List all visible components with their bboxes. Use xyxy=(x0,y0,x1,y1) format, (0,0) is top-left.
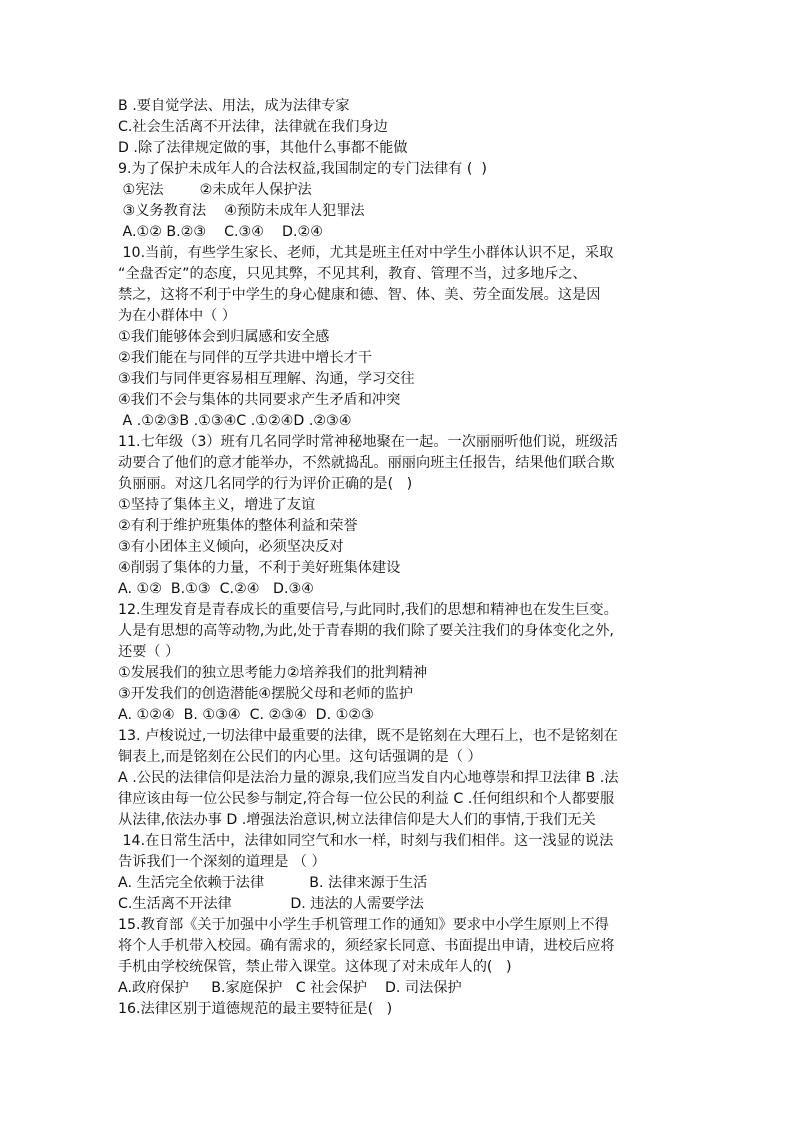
question-10-item: ②我们能在与同伴的互学共进中增长才干 xyxy=(118,350,372,366)
question-14-stem: 14.在日常生活中，法律如同空气和水一样，时刻与我们相伴。这一浅显的说法 xyxy=(118,833,614,849)
option-d-q8: D .除了法律规定做的事，其他什么事都不能做 xyxy=(118,140,408,156)
question-9-options: A.①② B.②③ C.③④ D.②④ xyxy=(118,224,323,240)
question-11-stem: 负丽丽。对这几名同学的行为评价正确的是( ) xyxy=(118,476,413,492)
option-c-q8: C.社会生活离不开法律，法律就在我们身边 xyxy=(118,119,388,135)
question-13-options: A .公民的法律信仰是法治力量的源泉,我们应当发自内心地尊崇和捍卫法律 B .法 xyxy=(118,770,619,786)
question-10-item: ①我们能够体会到归属感和安全感 xyxy=(118,329,330,345)
question-11-item: ①坚持了集体主义，增进了友谊 xyxy=(118,497,316,513)
question-11-item: ③有小团体主义倾向，必须坚决反对 xyxy=(118,539,344,555)
question-10-item: ④我们不会与集体的共同要求产生矛盾和冲突 xyxy=(118,392,401,408)
question-10-stem: 禁之，这将不利于中学生的身心健康和德、智、体、美、劳全面发展。这是因 xyxy=(118,287,601,303)
question-16-stem: 16.法律区别于道德规范的最主要特征是( ) xyxy=(118,1001,393,1017)
question-14-stem: 告诉我们一个深刻的道理是 （ ） xyxy=(118,854,326,870)
question-11-stem: 动要合了他们的意才能举办，不然就捣乱。丽丽向班主任报告，结果他们联合欺 xyxy=(118,455,615,471)
question-9-stem: 9.为了保护未成年人的合法权益,我国制定的专门法律有 ( ) xyxy=(118,161,487,177)
question-12-item: ①发展我们的独立思考能力②培养我们的批判精神 xyxy=(118,665,428,681)
question-11-item: ②有利于维护班集体的整体利益和荣誉 xyxy=(118,518,358,534)
question-15-stem: 将个人手机带入校园。确有需求的，须经家长同意、书面提出申请，进校后应将 xyxy=(118,938,615,954)
question-10-stem: “全盘否定”的态度，只见其弊，不见其利，教育、管理不当，过多地斥之、 xyxy=(118,266,587,282)
question-9-item-line: ①宪法 ②未成年人保护法 xyxy=(118,182,312,198)
question-11-item: ④削弱了集体的力量，不利于美好班集体建设 xyxy=(118,560,401,576)
question-14-options: C.生活离不开法律 D. 违法的人需要学法 xyxy=(118,896,424,912)
question-12-stem: 12.生理发育是青春成长的重要信号,与此同时,我们的思想和精神也在发生巨变。 xyxy=(118,602,618,618)
option-b-q8: B .要自觉学法、用法，成为法律专家 xyxy=(118,98,350,114)
question-11-stem: 11.七年级（3）班有几名同学时常神秘地聚在一起。一次丽丽听他们说，班级活 xyxy=(118,434,618,450)
question-15-stem: 15.教育部《关于加强中小学生手机管理工作的通知》要求中小学生原则上不得 xyxy=(118,917,609,933)
question-12-options: A. ①②④ B. ①③④ C. ②③④ D. ①②③ xyxy=(118,707,374,723)
question-14-options: A. 生活完全依赖于法律 B. 法律来源于生活 xyxy=(118,875,428,891)
question-13-options: 律应该由每一位公民参与制定,符合每一位公民的利益 C .任何组织和个人都要服 xyxy=(118,791,615,807)
question-15-options: A.政府保护 B.家庭保护 C 社会保护 D. 司法保护 xyxy=(118,980,462,996)
question-10-stem: 为在小群体中（ ） xyxy=(118,308,237,324)
question-10-options: A .①②③B .①③④C .①②④D .②③④ xyxy=(118,413,352,429)
question-9-item-line: ③义务教育法 ④预防未成年人犯罪法 xyxy=(118,203,365,219)
question-11-options: A. ①② B.①③ C.②④ D.③④ xyxy=(118,581,314,597)
question-13-options: 从法律,依法办事 D .增强法治意识,树立法律信仰是大人们的事情,于我们无关 xyxy=(118,812,596,828)
question-12-item: ③开发我们的创造潜能④摆脱父母和老师的监护 xyxy=(118,686,414,702)
question-12-stem: 还要（ ） xyxy=(118,644,180,660)
question-12-stem: 人是有思想的高等动物,为此,处于青春期的我们除了要关注我们的身体变化之外, xyxy=(118,623,614,639)
question-10-item: ③我们与同伴更容易相互理解、沟通，学习交往 xyxy=(118,371,415,387)
question-13-stem: 13. 卢梭说过,一切法律中最重要的法律，既不是铭刻在大理石上，也不是铭刻在 xyxy=(118,728,618,744)
question-13-stem: 铜表上,而是铭刻在公民们的内心里。这句话强调的是（ ） xyxy=(118,749,482,765)
question-10-stem: 10.当前，有些学生家长、老师，尤其是班主任对中学生小群体认识不足，采取 xyxy=(118,245,614,261)
question-15-stem: 手机由学校统保管，禁止带入课堂。这体现了对未成年人的( ) xyxy=(118,959,512,975)
